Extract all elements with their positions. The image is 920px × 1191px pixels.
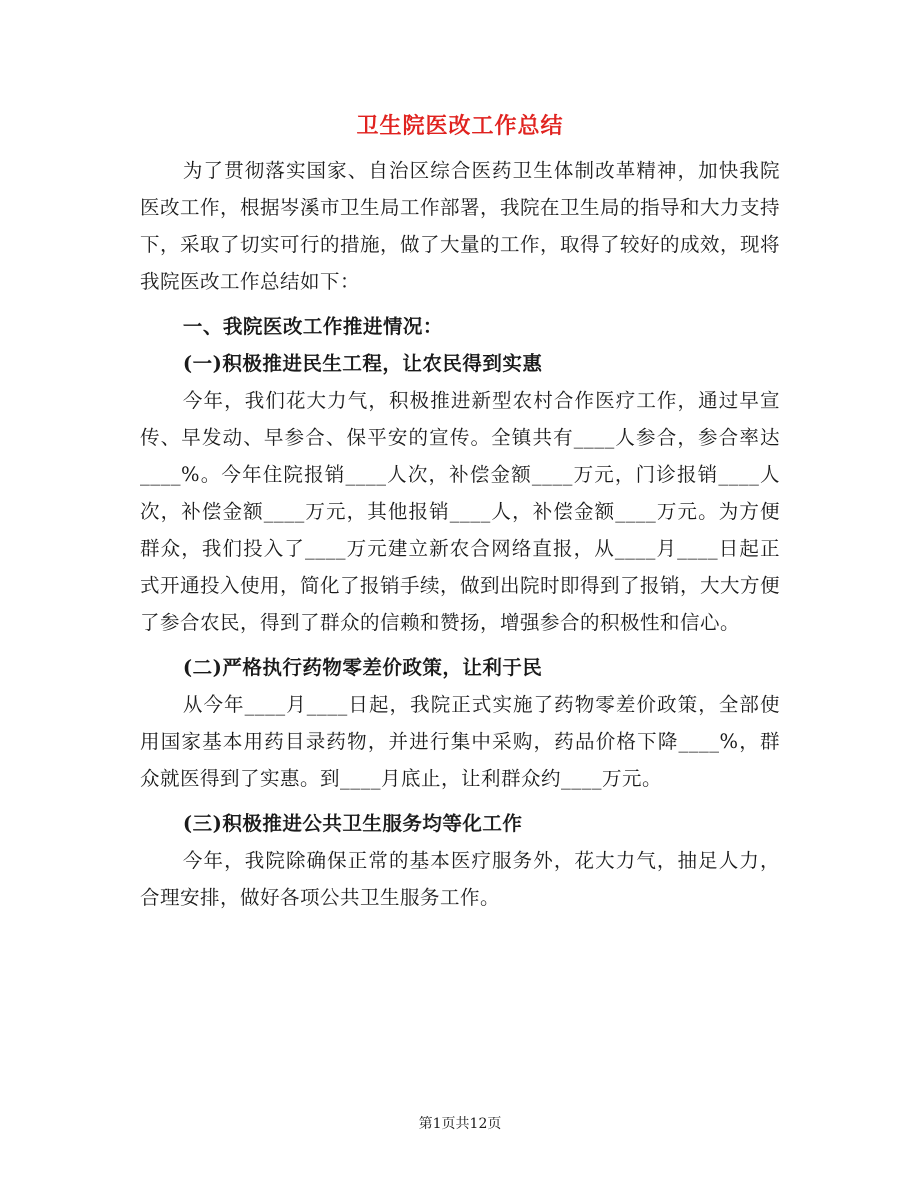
subsection-heading-3: (三)积极推进公共卫生服务均等化工作 [182, 812, 523, 835]
document-title: 卫生院医改工作总结 [356, 113, 564, 139]
page-number-footer: 第1页共12页 [418, 1116, 502, 1132]
document-body [140, 152, 780, 916]
paragraph-public-health: 今年，我院除确保正常的基本医疗服务外，花大力气，抽足人力，合理安排，做好各项公共卫生服务工作。 [140, 849, 780, 909]
subsection-heading-2: (二)严格执行药物零差价政策，让利于民 [182, 656, 543, 679]
paragraph-zero-markup: 从今年____月____日起，我院正式实施了药物零差价政策，全部使用国家基本用药目录药物，并进行集中采购，药品价格下降____%，群众就医得到了实惠。到____月底止，让利群众约____万元。 [140, 693, 780, 790]
section-heading-1: 一、我院医改工作推进情况： [182, 315, 443, 338]
subsection-heading-1: (一)积极推进民生工程，让农民得到实惠 [182, 352, 543, 375]
paragraph-ncms: 今年，我们花大力气，积极推进新型农村合作医疗工作，通过早宣传、早发动、早参合、保平安的宣传。全镇共有____人参合，参合率达____%。今年住院报销____人次，补偿金额____万元，门诊报销____人次，补偿金额____万元，其他报销____人，补偿金额____万元。为方便群众，我们投入了____万元建立新农合网络直报，从____月____日起正式开通投入使用，简化了报销手续，做到出院时即得到了报销，大大方便了参合农民，得到了群众的信赖和赞扬，增强参合的积极性和信心。 [140, 389, 781, 634]
intro-paragraph: 为了贯彻落实国家、自治区综合医药卫生体制改革精神，加快我院医改工作，根据岑溪市卫生局工作部署，我院在卫生局的指导和大力支持下，采取了切实可行的措施，做了大量的工作，取得了较好的成效，现将我院医改工作总结如下： [140, 159, 781, 293]
